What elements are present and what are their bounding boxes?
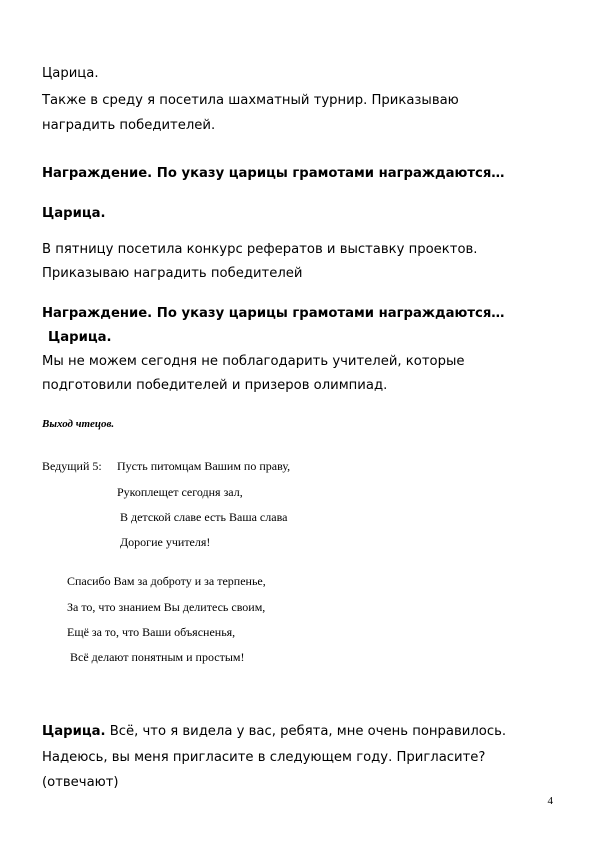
paragraph-chess-line2: наградить победителей. bbox=[42, 118, 216, 133]
poem-line: За то, что знанием Вы делитесь своим, bbox=[67, 600, 266, 614]
poem-line: Спасибо Вам за доброту и за терпенье, bbox=[67, 574, 266, 588]
poem-line: Всё делают понятным и простым! bbox=[70, 650, 245, 664]
poem-line: Дорогие учителя! bbox=[120, 535, 211, 549]
award-announcement-2: Награждение. По указу царицы грамотами награждаются… bbox=[42, 306, 505, 321]
poem-host-label: Ведущий 5: bbox=[42, 459, 102, 473]
speaker-tsaritsa-final: Царица. bbox=[42, 724, 106, 739]
poem-line: Рукоплещет сегодня зал, bbox=[117, 485, 243, 499]
final-line1-text: Всё, что я видела у вас, ребята, мне очень понравилось. bbox=[105, 724, 507, 739]
speaker-tsaritsa-2: Царица. bbox=[42, 206, 106, 221]
paragraph-final-line3: (отвечают) bbox=[42, 775, 119, 790]
paragraph-final-line2: Надеюсь, вы меня пригласите в следующем году. Пригласите? bbox=[42, 750, 486, 765]
speaker-tsaritsa-3: Царица. bbox=[48, 330, 112, 345]
poem-line: Ещё за то, что Ваши объясненья, bbox=[67, 625, 236, 639]
paragraph-final-line1 bbox=[42, 724, 506, 739]
poem-line: В детской славе есть Ваша слава bbox=[120, 510, 288, 524]
paragraph-essays-line1: В пятницу посетила конкурс рефератов и выставку проектов. bbox=[42, 242, 478, 257]
page-number: 4 bbox=[547, 795, 553, 807]
paragraph-essays-line2: Приказываю наградить победителей bbox=[42, 266, 303, 281]
speaker-tsaritsa-1: Царица. bbox=[42, 66, 99, 81]
paragraph-teachers-line2: подготовили победителей и призеров олимпиад. bbox=[42, 378, 388, 393]
paragraph-teachers-line1: Мы не можем сегодня не поблагодарить учителей, которые bbox=[42, 354, 465, 369]
stage-direction-readers: Выход чтецов. bbox=[42, 418, 115, 430]
paragraph-chess-line1: Также в среду я посетила шахматный турнир. Приказываю bbox=[42, 93, 459, 108]
poem-line: Пусть питомцам Вашим по праву, bbox=[117, 459, 291, 473]
award-announcement-1: Награждение. По указу царицы грамотами награждаются… bbox=[42, 166, 505, 181]
